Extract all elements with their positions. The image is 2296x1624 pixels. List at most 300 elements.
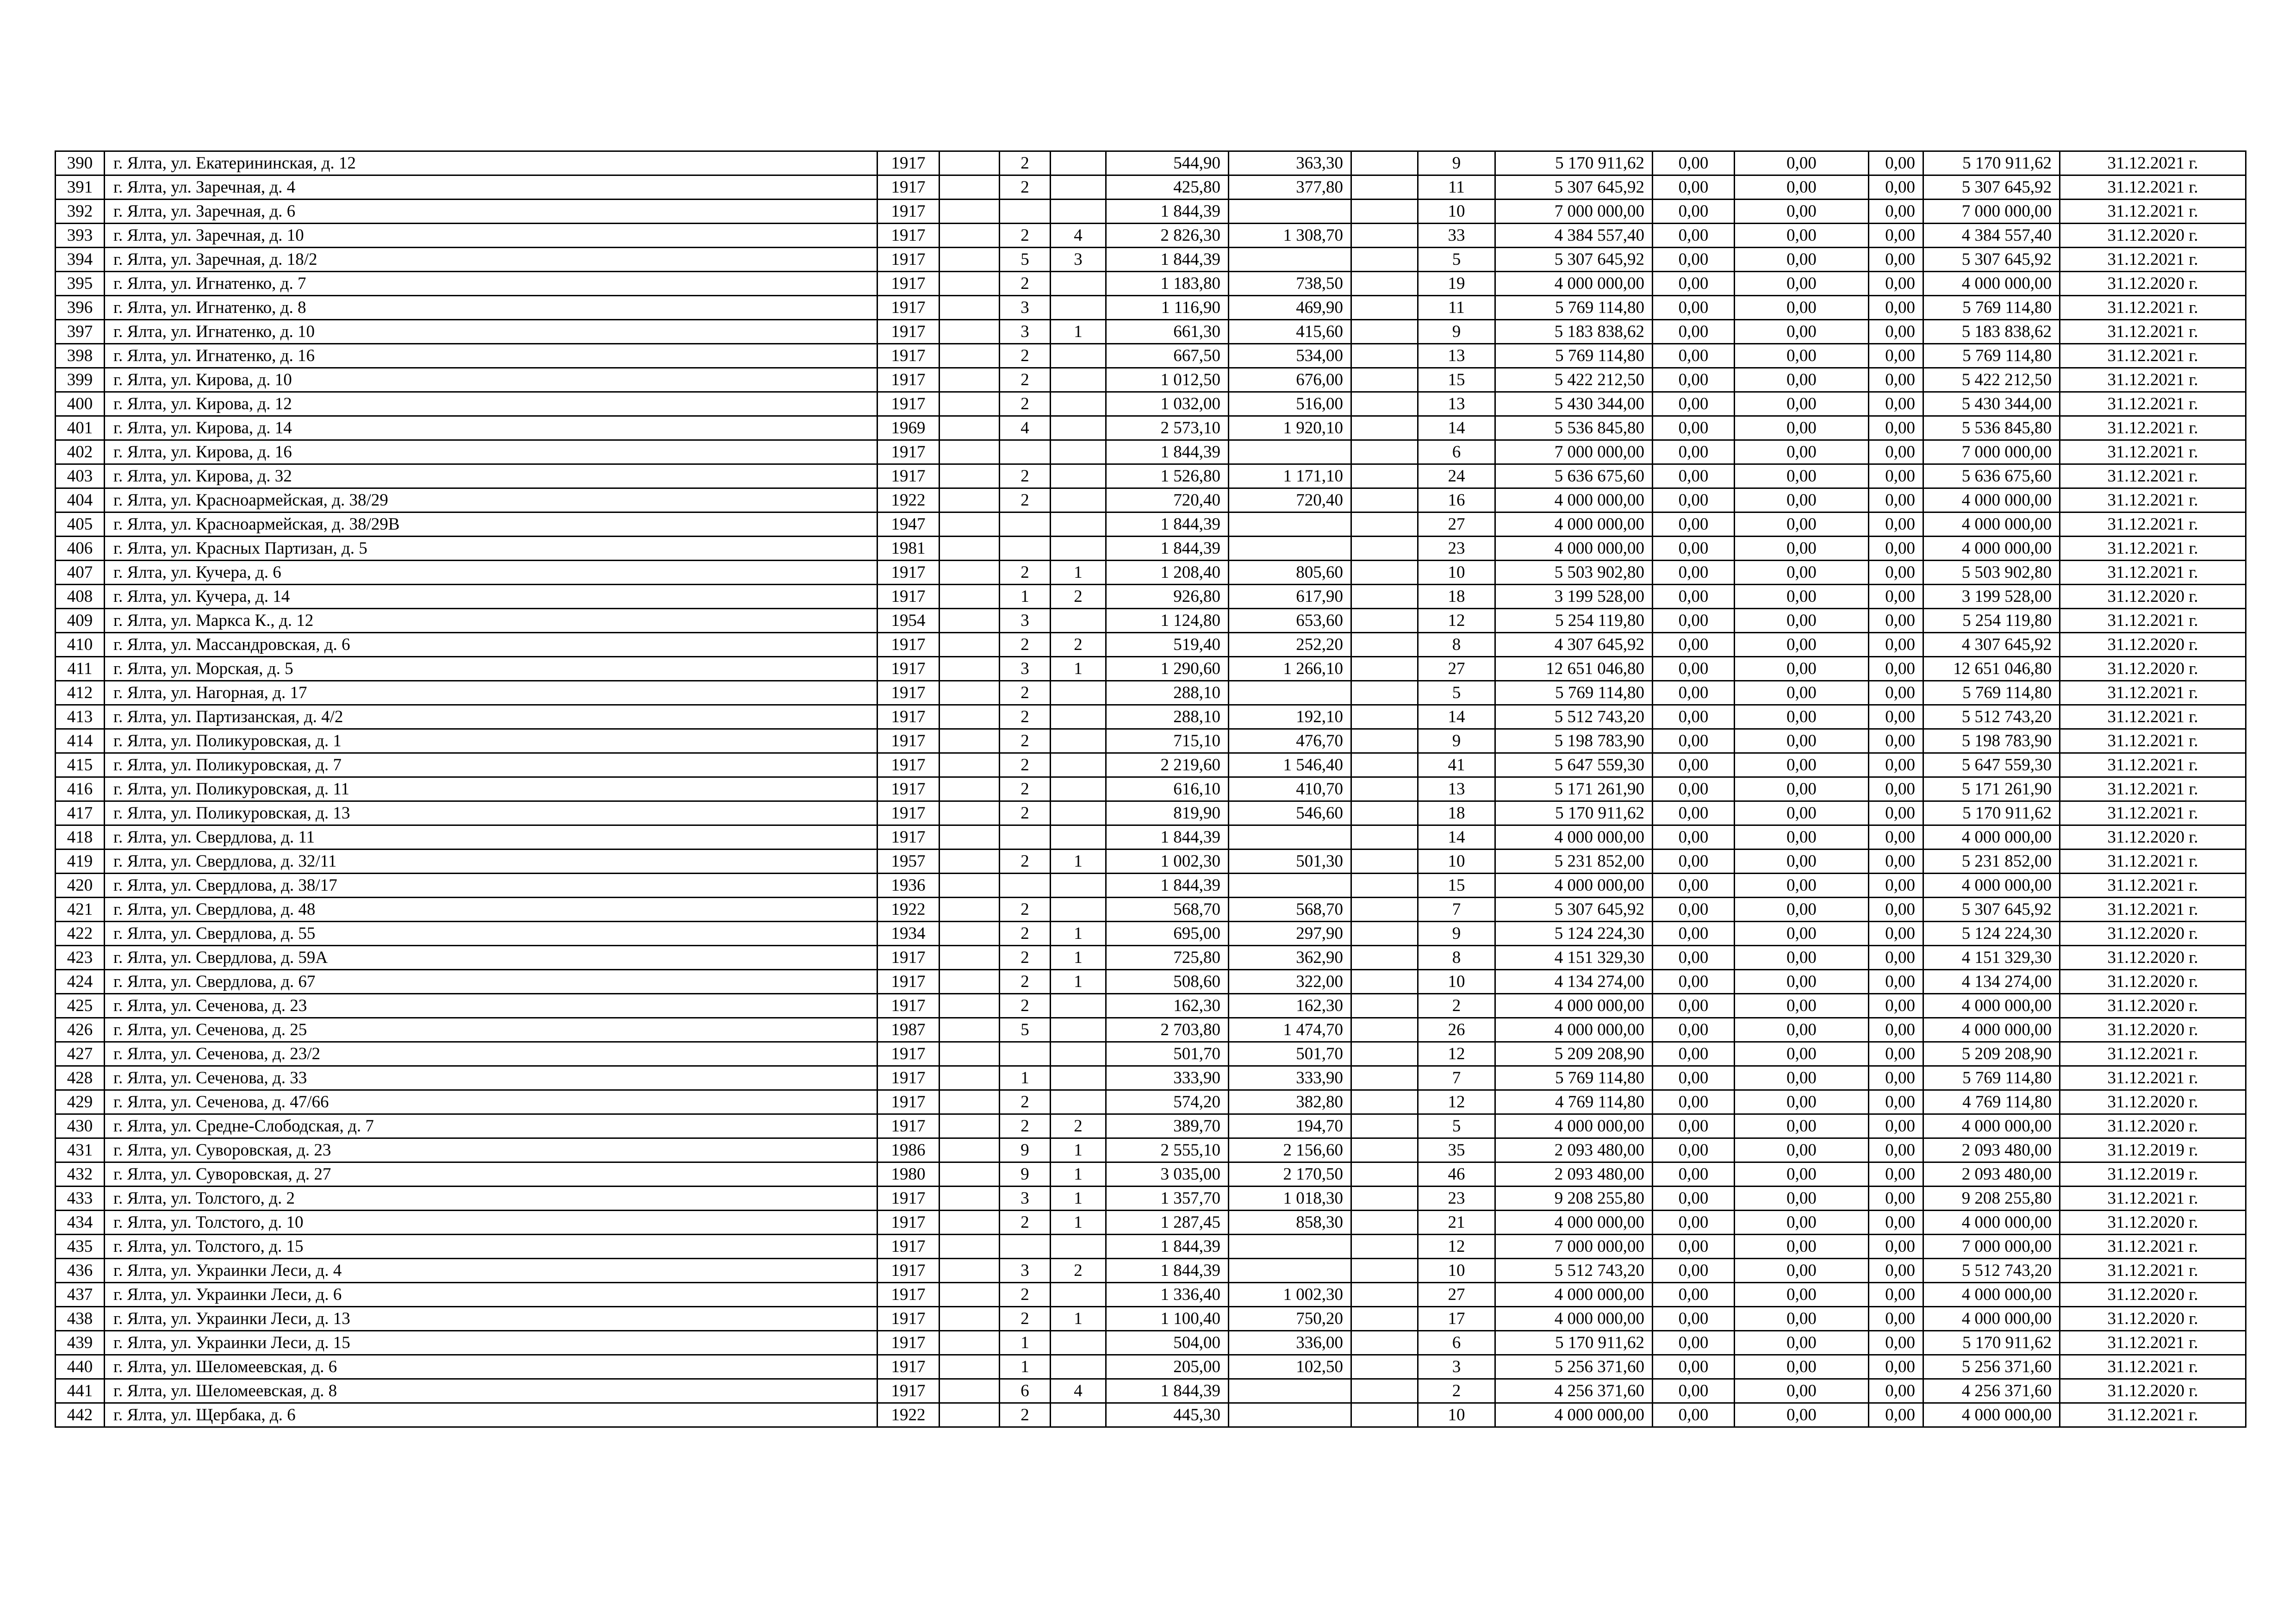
residents-cell: 10 <box>1418 1259 1495 1283</box>
owners-funds-cell: 5 254 119,80 <box>1923 609 2060 633</box>
address-cell: г. Ялта, ул. Кирова, д. 16 <box>105 440 877 464</box>
owners-funds-cell: 4 000 000,00 <box>1923 1018 2060 1042</box>
table-row <box>56 825 2246 849</box>
table-row <box>56 200 2246 224</box>
total-area-cell: 519,40 <box>1106 633 1229 657</box>
table-row <box>56 416 2246 440</box>
owners-funds-cell: 5 209 208,90 <box>1923 1042 2060 1066</box>
deadline-cell: 31.12.2019 г. <box>2060 1138 2246 1162</box>
floors-cell: 2 <box>1000 1403 1051 1427</box>
empty-cell-b <box>1351 416 1418 440</box>
budget-region-cell: 0,00 <box>1653 898 1735 922</box>
table-row <box>56 1042 2246 1066</box>
table-row <box>56 1211 2246 1235</box>
year-cell: 1917 <box>877 657 940 681</box>
budget-region-cell: 0,00 <box>1653 922 1735 946</box>
living-area-cell: 501,70 <box>1229 1042 1351 1066</box>
residents-cell: 14 <box>1418 705 1495 729</box>
deadline-cell: 31.12.2021 г. <box>2060 151 2246 175</box>
empty-cell-a <box>940 1114 1000 1138</box>
empty-cell-b <box>1351 200 1418 224</box>
budget-other-cell: 0,00 <box>1869 633 1923 657</box>
budget-local-cell: 0,00 <box>1735 898 1869 922</box>
address-cell: г. Ялта, ул. Заречная, д. 4 <box>105 175 877 200</box>
address-cell: г. Ялта, ул. Кирова, д. 32 <box>105 464 877 488</box>
budget-local-cell: 0,00 <box>1735 825 1869 849</box>
budget-region-cell: 0,00 <box>1653 344 1735 368</box>
entrances-cell <box>1051 1066 1106 1090</box>
total-area-cell: 819,90 <box>1106 801 1229 825</box>
empty-cell-a <box>940 464 1000 488</box>
floors-cell: 2 <box>1000 1307 1051 1331</box>
budget-local-cell: 0,00 <box>1735 609 1869 633</box>
living-area-cell: 382,80 <box>1229 1090 1351 1114</box>
table-row <box>56 657 2246 681</box>
budget-other-cell: 0,00 <box>1869 1403 1923 1427</box>
table-row <box>56 1018 2246 1042</box>
empty-cell-b <box>1351 825 1418 849</box>
address-cell: г. Ялта, ул. Заречная, д. 10 <box>105 224 877 248</box>
table-row <box>56 272 2246 296</box>
living-area-cell <box>1229 874 1351 898</box>
budget-other-cell: 0,00 <box>1869 1259 1923 1283</box>
floors-cell: 2 <box>1000 994 1051 1018</box>
budget-local-cell: 0,00 <box>1735 561 1869 585</box>
empty-cell-b <box>1351 1042 1418 1066</box>
cost-total-cell: 4 000 000,00 <box>1495 1114 1653 1138</box>
table-row <box>56 440 2246 464</box>
budget-local-cell: 0,00 <box>1735 1162 1869 1187</box>
cost-total-cell: 5 769 114,80 <box>1495 296 1653 320</box>
table-row <box>56 585 2246 609</box>
budget-local-cell: 0,00 <box>1735 224 1869 248</box>
empty-cell-a <box>940 1403 1000 1427</box>
living-area-cell <box>1229 825 1351 849</box>
table-row <box>56 464 2246 488</box>
deadline-cell: 31.12.2020 г. <box>2060 970 2246 994</box>
total-area-cell: 926,80 <box>1106 585 1229 609</box>
budget-region-cell: 0,00 <box>1653 777 1735 801</box>
table-row <box>56 392 2246 416</box>
empty-cell-b <box>1351 970 1418 994</box>
total-area-cell: 661,30 <box>1106 320 1229 344</box>
living-area-cell <box>1229 440 1351 464</box>
budget-local-cell: 0,00 <box>1735 1355 1869 1379</box>
budget-region-cell: 0,00 <box>1653 1211 1735 1235</box>
budget-region-cell: 0,00 <box>1653 585 1735 609</box>
residents-cell: 46 <box>1418 1162 1495 1187</box>
address-cell: г. Ялта, ул. Украинки Леси, д. 15 <box>105 1331 877 1355</box>
owners-funds-cell: 2 093 480,00 <box>1923 1138 2060 1162</box>
living-area-cell <box>1229 537 1351 561</box>
table-row <box>56 874 2246 898</box>
entrances-cell <box>1051 368 1106 392</box>
owners-funds-cell: 4 769 114,80 <box>1923 1090 2060 1114</box>
cost-total-cell: 4 000 000,00 <box>1495 537 1653 561</box>
empty-cell-a <box>940 272 1000 296</box>
table-row <box>56 488 2246 512</box>
entrances-cell <box>1051 729 1106 753</box>
year-cell: 1917 <box>877 729 940 753</box>
empty-cell-a <box>940 1090 1000 1114</box>
budget-region-cell: 0,00 <box>1653 440 1735 464</box>
cost-total-cell: 5 170 911,62 <box>1495 801 1653 825</box>
address-cell: г. Ялта, ул. Красноармейская, д. 38/29В <box>105 512 877 537</box>
cost-total-cell: 5 198 783,90 <box>1495 729 1653 753</box>
budget-other-cell: 0,00 <box>1869 1379 1923 1403</box>
empty-cell-b <box>1351 1114 1418 1138</box>
budget-local-cell: 0,00 <box>1735 753 1869 777</box>
year-cell: 1917 <box>877 753 940 777</box>
address-cell: г. Ялта, ул. Морская, д. 5 <box>105 657 877 681</box>
row-number-cell: 391 <box>56 175 105 200</box>
empty-cell-b <box>1351 1235 1418 1259</box>
address-cell: г. Ялта, ул. Поликуровская, д. 1 <box>105 729 877 753</box>
table-row <box>56 898 2246 922</box>
budget-other-cell: 0,00 <box>1869 1066 1923 1090</box>
living-area-cell: 1 002,30 <box>1229 1283 1351 1307</box>
budget-other-cell: 0,00 <box>1869 801 1923 825</box>
residents-cell: 10 <box>1418 970 1495 994</box>
budget-other-cell: 0,00 <box>1869 1211 1923 1235</box>
floors-cell <box>1000 537 1051 561</box>
empty-cell-a <box>940 1235 1000 1259</box>
deadline-cell: 31.12.2020 г. <box>2060 994 2246 1018</box>
budget-local-cell: 0,00 <box>1735 344 1869 368</box>
residents-cell: 27 <box>1418 1283 1495 1307</box>
row-number-cell: 400 <box>56 392 105 416</box>
table-row <box>56 1379 2246 1403</box>
total-area-cell: 1 844,39 <box>1106 200 1229 224</box>
budget-region-cell: 0,00 <box>1653 970 1735 994</box>
empty-cell-a <box>940 777 1000 801</box>
owners-funds-cell: 5 256 371,60 <box>1923 1355 2060 1379</box>
address-cell: г. Ялта, ул. Украинки Леси, д. 6 <box>105 1283 877 1307</box>
total-area-cell: 2 703,80 <box>1106 1018 1229 1042</box>
empty-cell-b <box>1351 585 1418 609</box>
owners-funds-cell: 2 093 480,00 <box>1923 1162 2060 1187</box>
empty-cell-a <box>940 320 1000 344</box>
deadline-cell: 31.12.2021 г. <box>2060 488 2246 512</box>
empty-cell-b <box>1351 994 1418 1018</box>
deadline-cell: 31.12.2021 г. <box>2060 537 2246 561</box>
budget-local-cell: 0,00 <box>1735 537 1869 561</box>
empty-cell-b <box>1351 633 1418 657</box>
budget-local-cell: 0,00 <box>1735 657 1869 681</box>
residents-cell: 3 <box>1418 1355 1495 1379</box>
total-area-cell: 725,80 <box>1106 946 1229 970</box>
entrances-cell <box>1051 898 1106 922</box>
row-number-cell: 421 <box>56 898 105 922</box>
year-cell: 1917 <box>877 151 940 175</box>
deadline-cell: 31.12.2020 г. <box>2060 922 2246 946</box>
empty-cell-b <box>1351 681 1418 705</box>
owners-funds-cell: 5 512 743,20 <box>1923 1259 2060 1283</box>
year-cell: 1917 <box>877 392 940 416</box>
budget-other-cell: 0,00 <box>1869 151 1923 175</box>
budget-region-cell: 0,00 <box>1653 224 1735 248</box>
empty-cell-b <box>1351 224 1418 248</box>
table-row <box>56 1307 2246 1331</box>
residents-cell: 7 <box>1418 1066 1495 1090</box>
owners-funds-cell: 5 170 911,62 <box>1923 1331 2060 1355</box>
address-cell: г. Ялта, ул. Заречная, д. 18/2 <box>105 248 877 272</box>
empty-cell-a <box>940 416 1000 440</box>
row-number-cell: 410 <box>56 633 105 657</box>
total-area-cell: 1 032,00 <box>1106 392 1229 416</box>
table-row <box>56 248 2246 272</box>
table-row <box>56 561 2246 585</box>
budget-local-cell: 0,00 <box>1735 1235 1869 1259</box>
deadline-cell: 31.12.2021 г. <box>2060 874 2246 898</box>
year-cell: 1917 <box>877 1235 940 1259</box>
row-number-cell: 424 <box>56 970 105 994</box>
deadline-cell: 31.12.2021 г. <box>2060 1355 2246 1379</box>
budget-region-cell: 0,00 <box>1653 849 1735 874</box>
budget-local-cell: 0,00 <box>1735 1042 1869 1066</box>
budget-region-cell: 0,00 <box>1653 1283 1735 1307</box>
entrances-cell <box>1051 1283 1106 1307</box>
budget-other-cell: 0,00 <box>1869 1283 1923 1307</box>
empty-cell-a <box>940 1187 1000 1211</box>
year-cell: 1917 <box>877 1090 940 1114</box>
total-area-cell: 1 183,80 <box>1106 272 1229 296</box>
total-area-cell: 568,70 <box>1106 898 1229 922</box>
total-area-cell: 1 336,40 <box>1106 1283 1229 1307</box>
total-area-cell: 1 844,39 <box>1106 874 1229 898</box>
empty-cell-b <box>1351 1403 1418 1427</box>
cost-total-cell: 5 170 911,62 <box>1495 1331 1653 1355</box>
deadline-cell: 31.12.2020 г. <box>2060 825 2246 849</box>
budget-other-cell: 0,00 <box>1869 729 1923 753</box>
year-cell: 1917 <box>877 344 940 368</box>
owners-funds-cell: 4 000 000,00 <box>1923 994 2060 1018</box>
budget-local-cell: 0,00 <box>1735 1307 1869 1331</box>
floors-cell: 2 <box>1000 175 1051 200</box>
residents-cell: 14 <box>1418 825 1495 849</box>
table-row <box>56 729 2246 753</box>
budget-other-cell: 0,00 <box>1869 1090 1923 1114</box>
owners-funds-cell: 4 384 557,40 <box>1923 224 2060 248</box>
budget-other-cell: 0,00 <box>1869 1138 1923 1162</box>
empty-cell-b <box>1351 729 1418 753</box>
year-cell: 1917 <box>877 320 940 344</box>
cost-total-cell: 5 769 114,80 <box>1495 1066 1653 1090</box>
living-area-cell: 377,80 <box>1229 175 1351 200</box>
living-area-cell: 1 920,10 <box>1229 416 1351 440</box>
budget-other-cell: 0,00 <box>1869 1042 1923 1066</box>
empty-cell-b <box>1351 849 1418 874</box>
row-number-cell: 403 <box>56 464 105 488</box>
budget-other-cell: 0,00 <box>1869 175 1923 200</box>
empty-cell-a <box>940 368 1000 392</box>
budget-other-cell: 0,00 <box>1869 392 1923 416</box>
row-number-cell: 426 <box>56 1018 105 1042</box>
residents-cell: 26 <box>1418 1018 1495 1042</box>
table-row <box>56 1403 2246 1427</box>
living-area-cell <box>1229 1235 1351 1259</box>
owners-funds-cell: 4 000 000,00 <box>1923 537 2060 561</box>
budget-local-cell: 0,00 <box>1735 440 1869 464</box>
entrances-cell <box>1051 994 1106 1018</box>
owners-funds-cell: 5 430 344,00 <box>1923 392 2060 416</box>
budget-region-cell: 0,00 <box>1653 1114 1735 1138</box>
row-number-cell: 441 <box>56 1379 105 1403</box>
residents-cell: 27 <box>1418 657 1495 681</box>
deadline-cell: 31.12.2021 г. <box>2060 392 2246 416</box>
row-number-cell: 397 <box>56 320 105 344</box>
owners-funds-cell: 5 170 911,62 <box>1923 151 2060 175</box>
table-row <box>56 368 2246 392</box>
empty-cell-b <box>1351 1187 1418 1211</box>
entrances-cell <box>1051 151 1106 175</box>
year-cell: 1947 <box>877 512 940 537</box>
empty-cell-a <box>940 1283 1000 1307</box>
table-body <box>56 151 2246 1427</box>
total-area-cell: 2 826,30 <box>1106 224 1229 248</box>
row-number-cell: 412 <box>56 681 105 705</box>
residents-cell: 27 <box>1418 512 1495 537</box>
cost-total-cell: 9 208 255,80 <box>1495 1187 1653 1211</box>
empty-cell-b <box>1351 320 1418 344</box>
total-area-cell: 574,20 <box>1106 1090 1229 1114</box>
residents-cell: 16 <box>1418 488 1495 512</box>
entrances-cell: 4 <box>1051 1379 1106 1403</box>
empty-cell-a <box>940 1355 1000 1379</box>
empty-cell-b <box>1351 1066 1418 1090</box>
budget-local-cell: 0,00 <box>1735 200 1869 224</box>
total-area-cell: 720,40 <box>1106 488 1229 512</box>
entrances-cell <box>1051 1018 1106 1042</box>
deadline-cell: 31.12.2021 г. <box>2060 1187 2246 1211</box>
residents-cell: 21 <box>1418 1211 1495 1235</box>
floors-cell: 4 <box>1000 416 1051 440</box>
residents-cell: 9 <box>1418 922 1495 946</box>
residents-cell: 11 <box>1418 175 1495 200</box>
row-number-cell: 418 <box>56 825 105 849</box>
living-area-cell: 362,90 <box>1229 946 1351 970</box>
row-number-cell: 401 <box>56 416 105 440</box>
budget-other-cell: 0,00 <box>1869 922 1923 946</box>
empty-cell-b <box>1351 1259 1418 1283</box>
cost-total-cell: 4 000 000,00 <box>1495 1211 1653 1235</box>
floors-cell: 3 <box>1000 1259 1051 1283</box>
floors-cell: 3 <box>1000 657 1051 681</box>
table-row <box>56 1066 2246 1090</box>
budget-other-cell: 0,00 <box>1869 224 1923 248</box>
total-area-cell: 1 208,40 <box>1106 561 1229 585</box>
residents-cell: 10 <box>1418 1403 1495 1427</box>
deadline-cell: 31.12.2020 г. <box>2060 1018 2246 1042</box>
deadline-cell: 31.12.2021 г. <box>2060 368 2246 392</box>
year-cell: 1954 <box>877 609 940 633</box>
residents-cell: 5 <box>1418 681 1495 705</box>
address-cell: г. Ялта, ул. Суворовская, д. 27 <box>105 1162 877 1187</box>
budget-other-cell: 0,00 <box>1869 777 1923 801</box>
entrances-cell <box>1051 874 1106 898</box>
entrances-cell: 2 <box>1051 1259 1106 1283</box>
floors-cell: 2 <box>1000 681 1051 705</box>
owners-funds-cell: 5 170 911,62 <box>1923 801 2060 825</box>
owners-funds-cell: 7 000 000,00 <box>1923 200 2060 224</box>
empty-cell-a <box>940 392 1000 416</box>
budget-local-cell: 0,00 <box>1735 175 1869 200</box>
floors-cell: 3 <box>1000 296 1051 320</box>
table-row <box>56 1331 2246 1355</box>
budget-local-cell: 0,00 <box>1735 1138 1869 1162</box>
address-cell: г. Ялта, ул. Щербака, д. 6 <box>105 1403 877 1427</box>
entrances-cell <box>1051 296 1106 320</box>
total-area-cell: 333,90 <box>1106 1066 1229 1090</box>
year-cell: 1917 <box>877 1042 940 1066</box>
address-cell: г. Ялта, ул. Свердлова, д. 59А <box>105 946 877 970</box>
living-area-cell: 534,00 <box>1229 344 1351 368</box>
floors-cell: 2 <box>1000 633 1051 657</box>
floors-cell: 2 <box>1000 392 1051 416</box>
row-number-cell: 429 <box>56 1090 105 1114</box>
address-cell: г. Ялта, ул. Толстого, д. 10 <box>105 1211 877 1235</box>
budget-region-cell: 0,00 <box>1653 1403 1735 1427</box>
budget-other-cell: 0,00 <box>1869 1187 1923 1211</box>
deadline-cell: 31.12.2021 г. <box>2060 1042 2246 1066</box>
table-row <box>56 801 2246 825</box>
floors-cell: 6 <box>1000 1379 1051 1403</box>
living-area-cell: 1 018,30 <box>1229 1187 1351 1211</box>
total-area-cell: 1 124,80 <box>1106 609 1229 633</box>
row-number-cell: 395 <box>56 272 105 296</box>
housing-register-sheet <box>55 150 2245 1428</box>
cost-total-cell: 4 256 371,60 <box>1495 1379 1653 1403</box>
year-cell: 1987 <box>877 1018 940 1042</box>
budget-other-cell: 0,00 <box>1869 657 1923 681</box>
year-cell: 1917 <box>877 464 940 488</box>
owners-funds-cell: 5 769 114,80 <box>1923 1066 2060 1090</box>
table-row <box>56 296 2246 320</box>
living-area-cell: 363,30 <box>1229 151 1351 175</box>
cost-total-cell: 7 000 000,00 <box>1495 1235 1653 1259</box>
empty-cell-a <box>940 705 1000 729</box>
entrances-cell: 1 <box>1051 657 1106 681</box>
total-area-cell: 1 844,39 <box>1106 1379 1229 1403</box>
owners-funds-cell: 5 183 838,62 <box>1923 320 2060 344</box>
residents-cell: 12 <box>1418 1235 1495 1259</box>
owners-funds-cell: 5 769 114,80 <box>1923 344 2060 368</box>
empty-cell-a <box>940 296 1000 320</box>
budget-local-cell: 0,00 <box>1735 1379 1869 1403</box>
floors-cell: 5 <box>1000 248 1051 272</box>
total-area-cell: 501,70 <box>1106 1042 1229 1066</box>
deadline-cell: 31.12.2020 г. <box>2060 1379 2246 1403</box>
address-cell: г. Ялта, ул. Партизанская, д. 4/2 <box>105 705 877 729</box>
budget-other-cell: 0,00 <box>1869 946 1923 970</box>
empty-cell-b <box>1351 440 1418 464</box>
owners-funds-cell: 5 647 559,30 <box>1923 753 2060 777</box>
cost-total-cell: 5 183 838,62 <box>1495 320 1653 344</box>
budget-other-cell: 0,00 <box>1869 368 1923 392</box>
cost-total-cell: 5 171 261,90 <box>1495 777 1653 801</box>
empty-cell-a <box>940 1307 1000 1331</box>
address-cell: г. Ялта, ул. Толстого, д. 15 <box>105 1235 877 1259</box>
floors-cell <box>1000 1235 1051 1259</box>
table-row <box>56 175 2246 200</box>
budget-region-cell: 0,00 <box>1653 175 1735 200</box>
total-area-cell: 1 844,39 <box>1106 825 1229 849</box>
deadline-cell: 31.12.2020 г. <box>2060 224 2246 248</box>
budget-local-cell: 0,00 <box>1735 1283 1869 1307</box>
row-number-cell: 436 <box>56 1259 105 1283</box>
deadline-cell: 31.12.2020 г. <box>2060 1307 2246 1331</box>
owners-funds-cell: 4 134 274,00 <box>1923 970 2060 994</box>
